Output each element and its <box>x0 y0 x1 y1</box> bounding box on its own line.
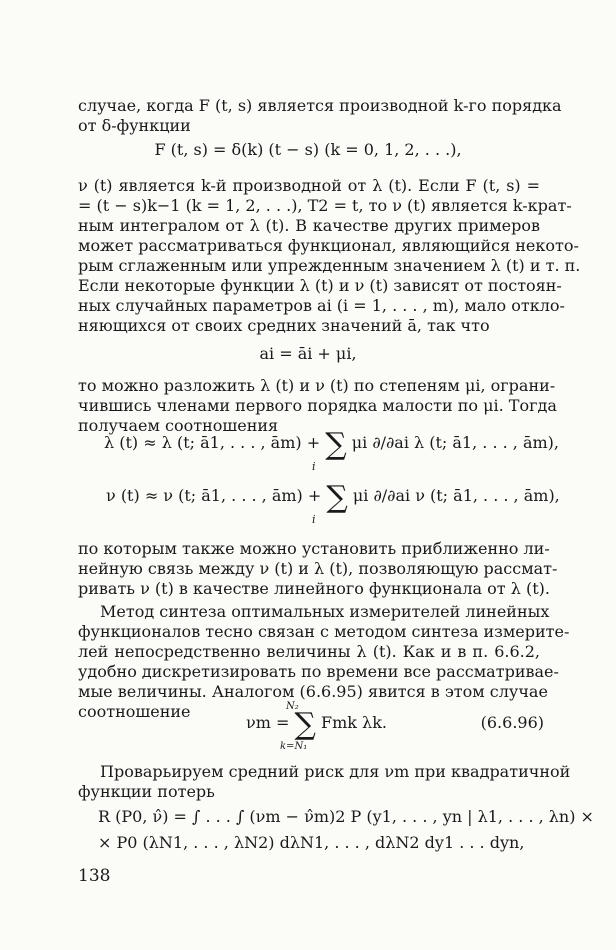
text-line: Проварьируем средний риск для νm при квадратичной <box>100 762 571 781</box>
equation-ai: ai = āi + μi, <box>259 344 357 363</box>
text-line: ных случайных параметров ai (i = 1, . . . , m), мало откло- <box>78 296 565 315</box>
text-line: получаем соотношения <box>78 416 279 435</box>
text-line: соотношение <box>78 702 191 721</box>
text-line: рым сглаженным или упрежденным значением λ (t) и т. п. <box>78 256 581 275</box>
text-line: случае, когда F (t, s) является производной k-го порядка <box>78 96 562 115</box>
text-line: от δ-функции <box>78 116 191 135</box>
equation-lambda <box>104 427 560 462</box>
text-line: ным интегралом от λ (t). В качестве других примеров <box>78 216 540 235</box>
sum-symbol: ∑ <box>325 427 347 462</box>
equation-delta: F (t, s) = δ(k) (t − s) (k = 0, 1, 2, . . .), <box>154 140 462 159</box>
text-line: няющихся от своих средних значений ā, так что <box>78 316 490 335</box>
equation-risk-line1: R (P0, ν̂) = ∫ . . . ∫ (νm − ν̂m)2 P (y1, . . . , yn | λ1, . . . , λn) × <box>98 807 594 826</box>
page-number: 138 <box>78 866 111 886</box>
text-line: ν (t) является k-й производной от λ (t). Если F (t, s) = <box>78 176 540 195</box>
equation-lambda-rhs: μi ∂/∂ai λ (t; ā1, . . . , ām), <box>351 433 560 452</box>
sum-lower-limit: k=N₁ <box>280 741 308 752</box>
equation-num-rhs: Fmk λk. <box>321 713 387 732</box>
text-line: функции потерь <box>78 782 215 801</box>
text-line: мые величины. Аналогом (6.6.95) явится в этом случае <box>78 682 548 701</box>
sum-symbol: ∑ <box>294 707 316 742</box>
equation-nu-rhs: μi ∂/∂ai ν (t; ā1, . . . , ām), <box>352 486 560 505</box>
text-line: то можно разложить λ (t) и ν (t) по степеням μi, ограни- <box>78 376 556 395</box>
equation-num-lhs: νm = <box>246 713 290 732</box>
equation-lambda-lhs: λ (t) ≈ λ (t; ā1, . . . , ām) + <box>104 433 321 452</box>
text-line: лей непосредственно величины λ (t). Как и в п. 6.6.2, <box>78 642 540 661</box>
equation-nu <box>106 480 560 515</box>
equation-number: (6.6.96) <box>480 713 544 732</box>
equation-risk-line2: × P0 (λN1, . . . , λN2) dλN1, . . . , dλN2 dy1 . . . dyn, <box>98 833 525 852</box>
text-line: Если некоторые функции λ (t) и ν (t) зависят от постоян- <box>78 276 562 295</box>
text-line: может рассматриваться функционал, являющийся некото- <box>78 236 579 255</box>
text-line: ривать ν (t) в качестве линейного функционала от λ (t). <box>78 579 550 598</box>
equation-num <box>246 707 387 742</box>
sum-index: i <box>312 513 316 526</box>
sum-symbol: ∑ <box>326 480 348 515</box>
text-line: нейную связь между ν (t) и λ (t), позволяющую рассмат- <box>78 559 558 578</box>
sum-index: i <box>312 460 316 473</box>
text-line: удобно дискретизировать по времени все рассматривае- <box>78 662 559 681</box>
equation-nu-lhs: ν (t) ≈ ν (t; ā1, . . . , ām) + <box>106 486 322 505</box>
text-line: функционалов тесно связан с методом синтеза измерите- <box>78 622 570 641</box>
text-line: = (t − s)k−1 (k = 1, 2, . . .), T2 = t, то ν (t) является k-крат- <box>78 196 572 215</box>
text-line: Метод синтеза оптимальных измерителей линейных <box>100 602 550 621</box>
text-line: по которым также можно установить приближенно ли- <box>78 539 550 558</box>
text-line: чившись членами первого порядка малости по μi. Тогда <box>78 396 557 415</box>
sum-upper-limit: N₂ <box>286 701 299 712</box>
